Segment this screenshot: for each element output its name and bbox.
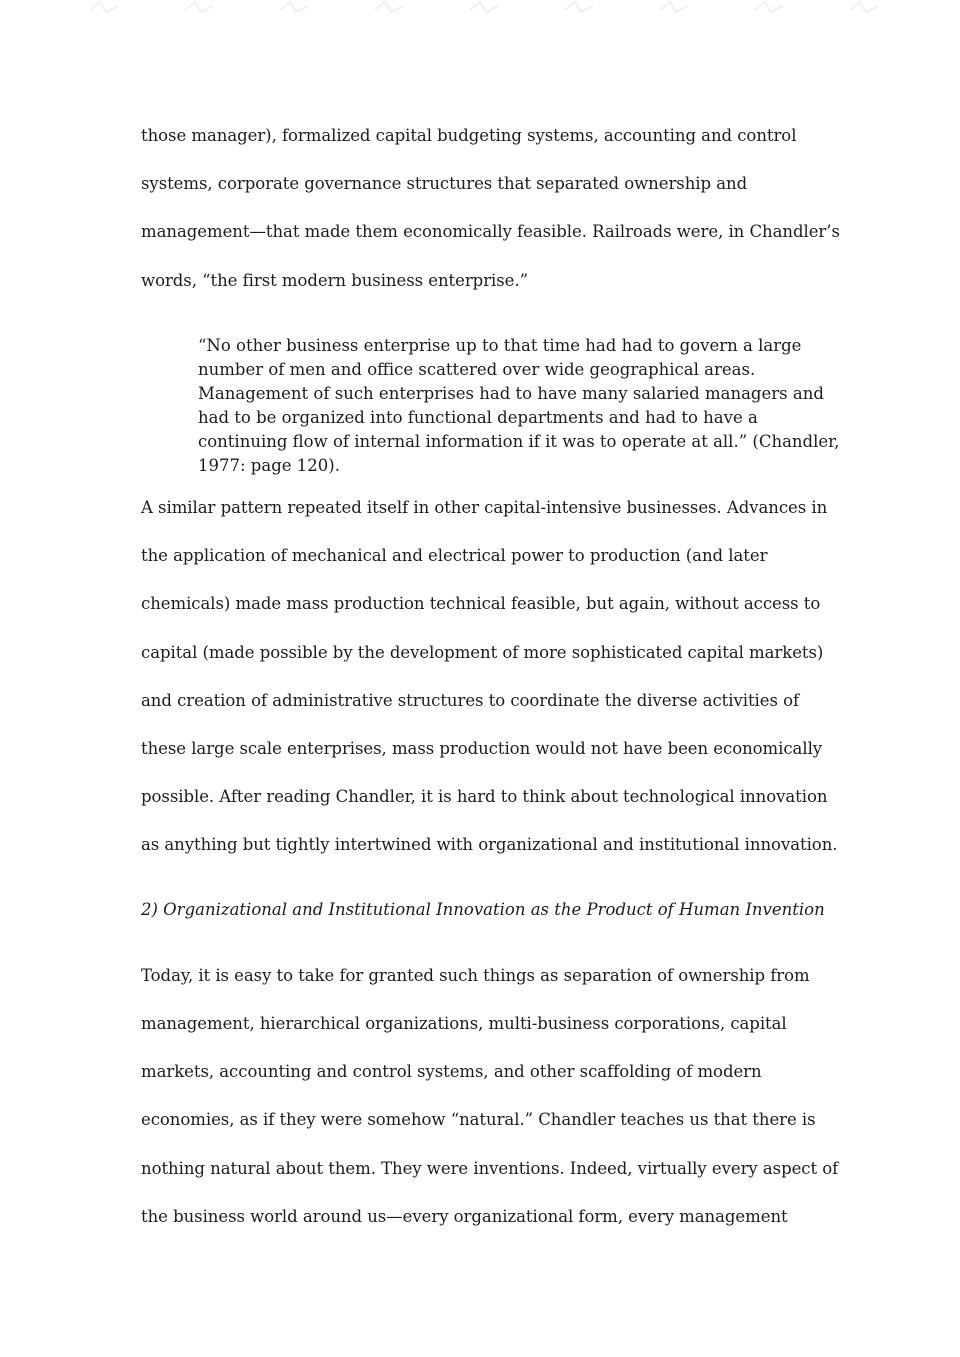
text-line: economies, as if they were somehow “natural.” Chandler teaches us that there is xyxy=(141,1110,816,1129)
text-line: the application of mechanical and electrical power to production (and later xyxy=(141,546,768,565)
quote-line: continuing flow of internal information if it was to operate at all.” (Chandler, xyxy=(198,432,840,451)
text-line: these large scale enterprises, mass production would not have been economically xyxy=(141,739,823,758)
text-line: capital (made possible by the development of more sophisticated capital markets) xyxy=(141,643,824,662)
text-line: management—that made them economically feasible. Railroads were, in Chandler’s xyxy=(141,222,840,241)
quote-line: Management of such enterprises had to have many salaried managers and xyxy=(198,384,824,403)
quote-line: had to be organized into functional departments and had to have a xyxy=(198,408,758,427)
text-line: chemicals) made mass production technical feasible, but again, without access to xyxy=(141,594,821,613)
text-line: management, hierarchical organizations, multi-business corporations, capital xyxy=(141,1014,787,1033)
text-line: markets, accounting and control systems, and other scaffolding of modern xyxy=(141,1062,762,1081)
text-line: A similar pattern repeated itself in other capital-intensive businesses. Advances in xyxy=(141,498,828,517)
text-line: as anything but tightly intertwined with organizational and institutional innovation. xyxy=(141,835,838,854)
text-line: nothing natural about them. They were inventions. Indeed, virtually every aspect of xyxy=(141,1159,839,1178)
text-line: the business world around us—every organizational form, every management xyxy=(141,1207,788,1226)
section-heading: 2) Organizational and Institutional Innovation as the Product of Human Invention xyxy=(141,900,825,919)
quote-line: 1977: page 120). xyxy=(198,456,340,475)
quote-line: number of men and office scattered over wide geographical areas. xyxy=(198,360,756,379)
text-line: systems, corporate governance structures that separated ownership and xyxy=(141,174,748,193)
quote-line: “No other business enterprise up to that time had had to govern a large xyxy=(198,336,802,355)
text-line: possible. After reading Chandler, it is hard to think about technological innovation xyxy=(141,787,828,806)
text-line: and creation of administrative structures to coordinate the diverse activities of xyxy=(141,691,800,710)
text-line: Today, it is easy to take for granted such things as separation of ownership from xyxy=(141,966,810,985)
text-line: words, “the first modern business enterprise.” xyxy=(141,271,528,290)
text-line: those manager), formalized capital budgeting systems, accounting and control xyxy=(141,126,797,145)
